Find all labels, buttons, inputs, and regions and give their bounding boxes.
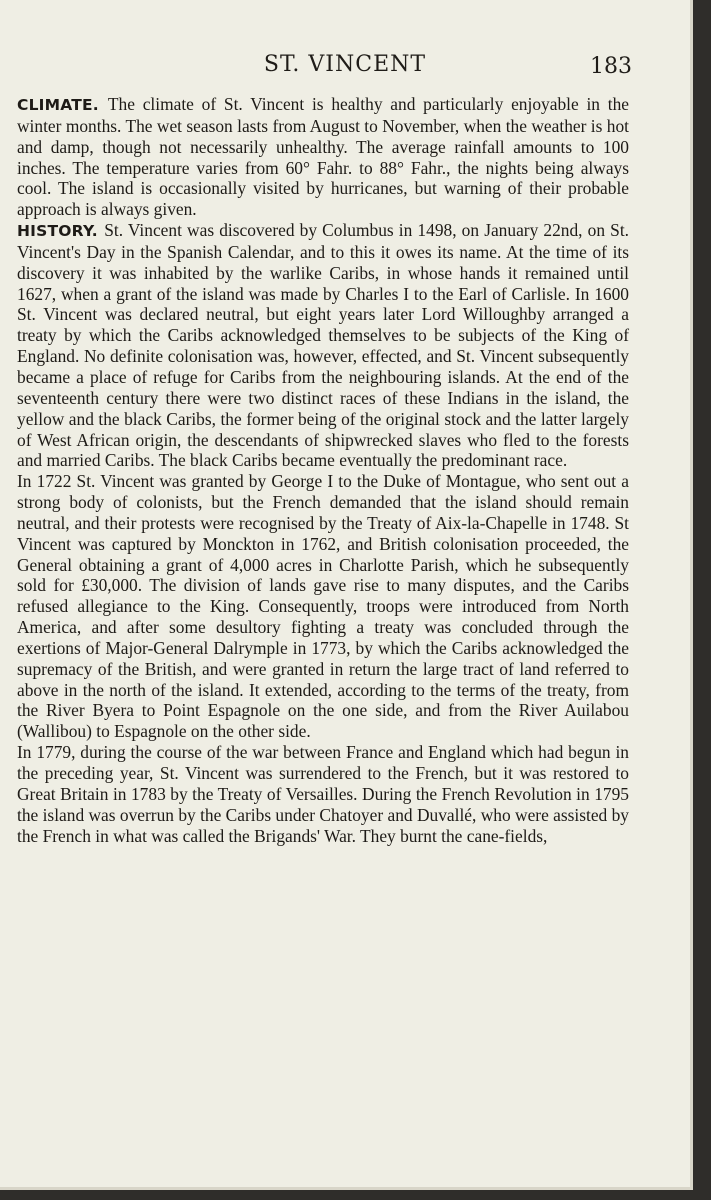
history-heading: HISTORY. [17, 222, 105, 241]
climate-heading: CLIMATE. [17, 96, 108, 114]
body-text [17, 94, 629, 846]
paragraph-1779: In 1779, during the course of the war between France and England which had begun in the preceding year, St. Vincent was surrendered to the French, but it was restored to Great Britain in 1783 by the Treaty of Versailles. During the French Revolution in 1795 the island was overrun by the Caribs under Chatoyer and Duvallé, who were assisted by the French in what was called the Brigands' War. They burnt the cane-fields, [17, 742, 629, 846]
page-title: ST. VINCENT [263, 52, 427, 77]
climate-body: The climate of St. Vincent is healthy and particularly enjoyable in the winter months. The wet season lasts from August to November, when the weather is hot and damp, though not necessarily unhealthy. The average rainfall amounts to 100 inches. The temperature varies from 60° Fahr. to 88° Fahr., the nights being always cool. The island is occasionally visited by hurricanes, but warning of their probable approach is always given. [17, 94, 629, 220]
climate-paragraph [17, 94, 629, 220]
running-head [0, 52, 690, 84]
history-body: St. Vincent was discovered by Columbus in 1498, on January 22nd, on St. Vincent's Day in the Spanish Calendar, and to this it owes its name. At the time of its discovery it was inhabited by the warlike Caribs, in whose hands it remained until 1627, when a grant of the island was made by Charles I to the Earl of Carlisle. In 1600 St. Vincent was declared neutral, but eight years later Lord Willoughby arranged a treaty by which the Caribs acknowledged themselves to be subjects of the King of England. No definite colonisation was, however, effected, and St. Vincent subsequently became a place of refuge for Caribs from the neighbouring islands. At the end of the seventeenth century there were two distinct races of these Indians in the island, the yellow and the black Caribs, the former being of the original stock and the latter largely of West African origin, the descendants of shipwrecked slaves who fled to the forests and married Caribs. The black Caribs became eventually the predominant race. [17, 220, 629, 471]
paragraph-1722: In 1722 St. Vincent was granted by George I to the Duke of Montague, who sent out a strong body of colonists, but the French demanded that the island should remain neutral, and their protests were recognised by the Treaty of Aix-la-Chapelle in 1748. St Vincent was captured by Monckton in 1762, and British colonisation proceeded, the General obtaining a grant of 4,000 acres in Charlotte Parish, which he subsequently sold for £30,000. The division of lands gave rise to many disputes, and the Caribs refused allegiance to the King. Consequently, troops were introduced from North America, and after some desultory fighting a treaty was concluded through the exertions of Major-General Dalrymple in 1773, by which the Caribs acknowledged the supremacy of the British, and were granted in return the large tract of land referred to above in the north of the island. It extended, according to the terms of the treaty, from the River Byera to Point Espagnole on the one side, and from the River Auilabou (Wallibou) to Espagnole on the other side. [17, 471, 629, 742]
history-paragraph [17, 220, 629, 471]
page-number: 183 [590, 54, 632, 79]
